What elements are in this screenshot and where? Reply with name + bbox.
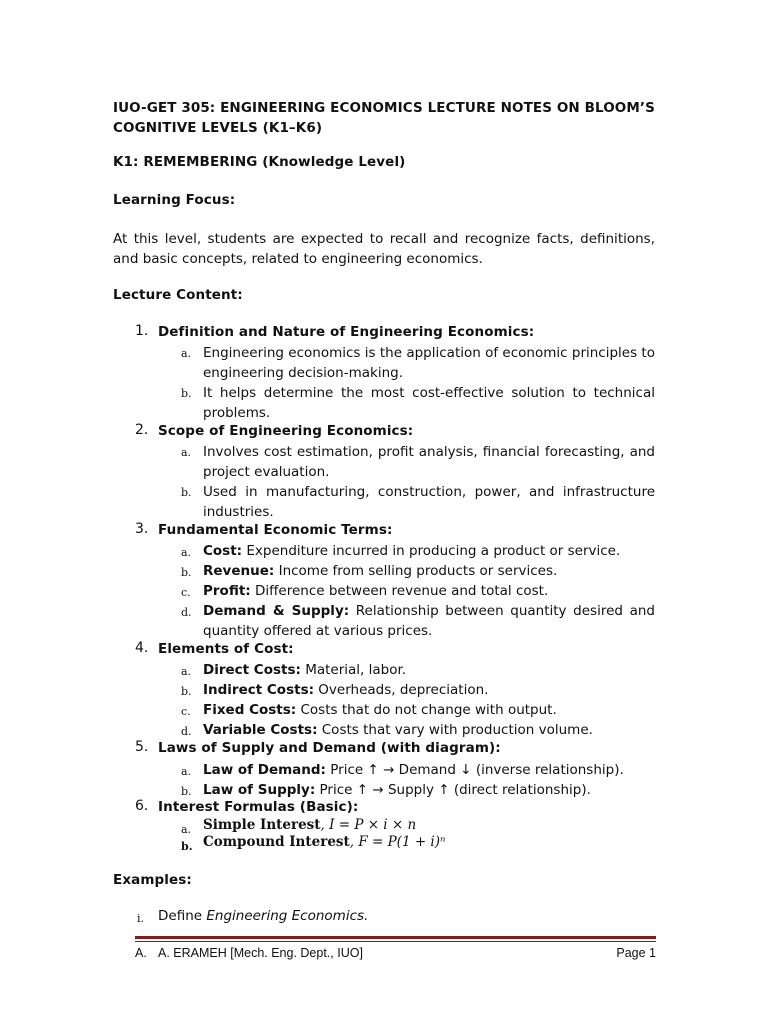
sub-item-text: Overheads, depreciation. [314,682,489,698]
footer-rule-thin [135,941,656,942]
sub-label: a. [181,347,192,360]
sub-label: b. [181,387,192,400]
sub-label: b. [181,566,192,579]
term: Indirect Costs: [203,682,314,698]
term: Direct Costs: [203,662,301,678]
term: Fixed Costs: [203,702,297,718]
sub-item-text: Involves cost estimation, profit analysis, financial forecasting, and project evaluation. [203,444,655,480]
list-number: 5. [135,739,149,755]
term: Demand & Supply: [203,603,350,619]
list-item-title: Elements of Cost: [158,641,294,657]
level-heading: K1: REMEMBERING (Knowledge Level) [113,154,406,170]
sub-item-text: Price ↑ → Supply ↑ (direct relationship). [315,782,591,798]
sub-label: a. [181,665,192,678]
formula-text: , F = P(1 + i)ⁿ [349,834,446,850]
sub-item [203,760,624,780]
term: Profit: [203,583,251,599]
list-item-title: Fundamental Economic Terms: [158,522,393,538]
example-emphasis: Engineering Economics. [206,908,369,924]
sub-item-text: Material, labor. [300,662,407,678]
sub-item [203,700,557,720]
term: Law of Supply: [203,782,316,798]
list-number: 4. [135,640,149,656]
formula-compound-interest [203,834,445,850]
sub-item [203,720,593,740]
sub-label: b. [181,840,193,853]
sub-item [203,660,406,680]
sub-item-text: Expenditure incurred in producing a product or service. [242,543,621,559]
sub-label: c. [181,705,191,718]
sub-item-text: It helps determine the most cost-effective solution to technical problems. [203,385,655,421]
sub-item [203,541,655,561]
sub-item [203,601,655,641]
lecture-content-heading: Lecture Content: [113,287,243,303]
sub-label: a. [181,546,192,559]
term: Compound Interest [203,834,350,850]
list-number: 2. [135,422,149,438]
sub-label: d. [181,725,192,738]
example-label: i. [137,912,145,925]
list-item-title: Scope of Engineering Economics: [158,423,414,439]
sub-label: a. [181,765,192,778]
examples-heading: Examples: [113,872,192,888]
example-text: Define [158,908,207,924]
term: Simple Interest [203,817,321,833]
sub-item-text: Used in manufacturing, construction, power, and infrastructure industries. [203,484,655,520]
formula-simple-interest [203,817,416,833]
sub-label: c. [181,586,191,599]
term: Variable Costs: [203,722,318,738]
list-number: 3. [135,521,149,537]
list-item-title: Interest Formulas (Basic): [158,799,359,815]
sub-label: a. [181,446,192,459]
list-item-title: Laws of Supply and Demand (with diagram): [158,740,501,756]
footer-label: A. [135,946,147,960]
term: Cost: [203,543,243,559]
learning-focus-heading: Learning Focus: [113,192,236,208]
sub-item-text: Engineering economics is the application of economic principles to engineering decision-making. [203,345,655,381]
sub-label: a. [181,823,192,836]
list-item-title: Definition and Nature of Engineering Economics: [158,324,535,340]
sub-item-text: Income from selling products or services. [274,563,558,579]
sub-item [203,581,655,601]
term: Revenue: [203,563,275,579]
footer-author: A. ERAMEH [Mech. Eng. Dept., IUO] [158,946,363,960]
footer-rule-thick [135,936,656,939]
sub-item-text: Costs that vary with production volume. [317,722,593,738]
sub-item-text: Relationship between quantity desired and quantity offered at various prices. [203,603,655,639]
sub-item [203,561,655,581]
formula-text: , I = P × i × n [320,817,417,833]
sub-label: d. [181,606,192,619]
sub-label: b. [181,486,192,499]
sub-item [203,680,488,700]
list-number: 6. [135,798,149,814]
example-item [158,906,368,926]
term: Law of Demand: [203,762,326,778]
sub-item-text: Price ↑ → Demand ↓ (inverse relationship). [325,762,624,778]
sub-item-text: Difference between revenue and total cost. [250,583,549,599]
sub-item-text: Costs that do not change with output. [296,702,557,718]
learning-focus-text: At this level, students are expected to recall and recognize facts, definitions, and basic concepts, related to engineering economics. [113,231,655,267]
sub-label: b. [181,785,192,798]
footer-page-number: Page 1 [616,946,656,960]
sub-item [203,780,591,800]
list-number: 1. [135,323,149,339]
sub-label: b. [181,685,192,698]
document-title: IUO-GET 305: ENGINEERING ECONOMICS LECTURE NOTES ON BLOOM’S COGNITIVE LEVELS (K1–K6) [113,100,655,136]
